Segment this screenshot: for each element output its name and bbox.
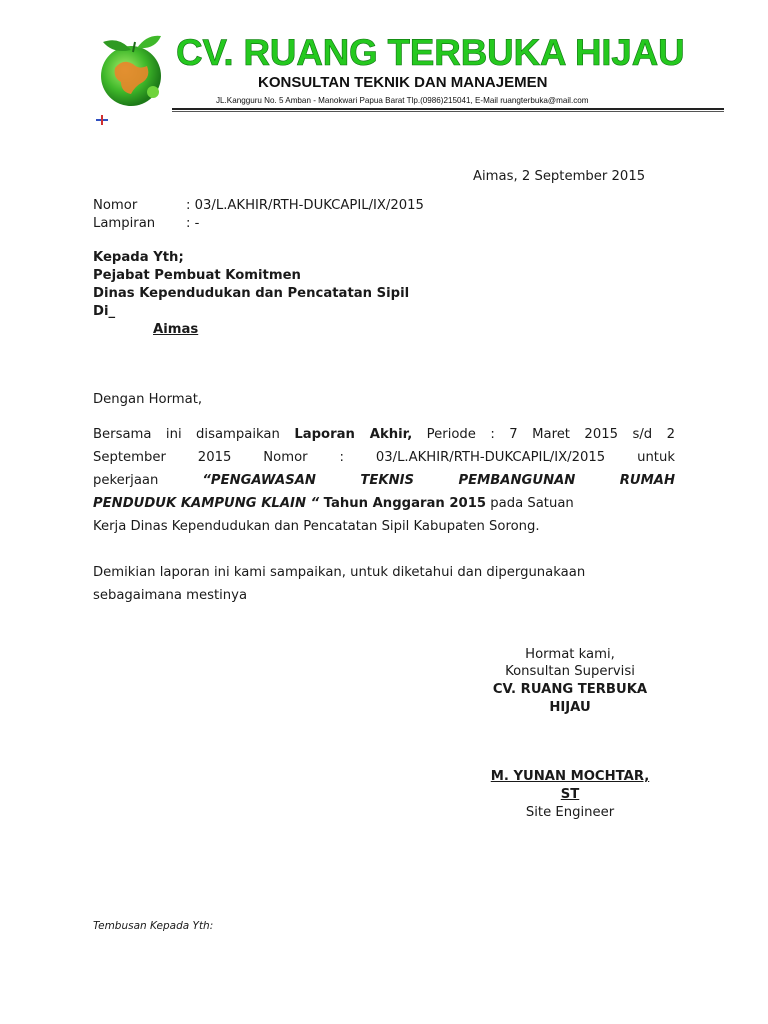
- cc-line: Tembusan Kepada Yth:: [93, 920, 214, 932]
- company-subtitle: KONSULTAN TEKNIK DAN MANAJEMEN: [258, 74, 548, 91]
- signatory-name-1: M. YUNAN MOCHTAR,: [490, 769, 650, 784]
- letterhead-rule: [172, 108, 724, 110]
- company-name: CV. RUANG TERBUKA HIJAU: [176, 32, 685, 73]
- recipient-line-3: Dinas Kependudukan dan Pencatatan Sipil: [93, 286, 410, 301]
- signature-company-1: CV. RUANG TERBUKA: [492, 682, 648, 697]
- lampiran-value: : -: [186, 216, 200, 231]
- greeting: Dengan Hormat,: [93, 392, 203, 407]
- signature-company-2: HIJAU: [549, 700, 591, 715]
- closing-line-1: Demikian laporan ini kami sampaikan, untuk diketahui dan dipergunakaan: [93, 565, 586, 580]
- recipient-line-4: Di_: [93, 304, 116, 319]
- signature-role: Konsultan Supervisi: [505, 664, 635, 679]
- recipient-city: Aimas: [153, 322, 199, 337]
- body-line-2: September 2015 Nomor : 03/L.AKHIR/RTH-DUKCAPIL/IX/2015 untuk: [93, 450, 675, 465]
- nomor-value: : 03/L.AKHIR/RTH-DUKCAPIL/IX/2015: [186, 198, 424, 213]
- recipient-line-1: Kepada Yth;: [93, 250, 184, 265]
- signatory-name-2: ST: [560, 787, 580, 802]
- body-line-5: Kerja Dinas Kependudukan dan Pencatatan Sipil Kabupaten Sorong.: [93, 519, 540, 534]
- closing-line-2: sebagaimana mestinya: [93, 588, 248, 603]
- body-line-4: PENDUDUK KAMPUNG KLAIN “ Tahun Anggaran 2015 pada Satuan: [93, 496, 574, 511]
- body-line-3: pekerjaan “PENGAWASAN TEKNIS PEMBANGUNAN RUMAH: [93, 473, 675, 488]
- body-line-1: Bersama ini disampaikan Laporan Akhir, Periode : 7 Maret 2015 s/d 2: [93, 427, 675, 442]
- recipient-line-2: Pejabat Pembuat Komitmen: [93, 268, 301, 283]
- anchor-marker-icon: [96, 110, 108, 120]
- signatory-title: Site Engineer: [525, 805, 615, 820]
- lampiran-label: Lampiran: [93, 216, 156, 231]
- signature-salutation: Hormat kami,: [525, 647, 615, 662]
- letterhead-rule-thin: [172, 111, 724, 112]
- company-logo-icon: [93, 30, 171, 110]
- company-address: JL.Kangguru No. 5 Amban - Manokwari Papua Barat Tlp.(0986)215041, E-Mail ruangterbuka@mail.com: [216, 96, 589, 105]
- place-date: Aimas, 2 September 2015: [473, 169, 646, 184]
- nomor-label: Nomor: [93, 198, 138, 213]
